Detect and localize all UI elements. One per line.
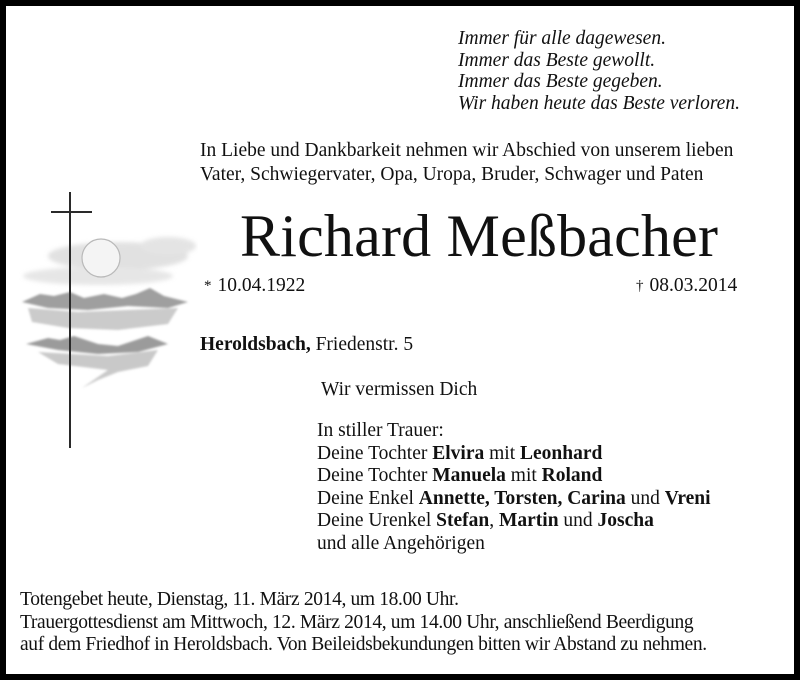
mourner-name: Stefan: [436, 510, 490, 531]
death-date-line: [636, 274, 737, 298]
address-street: Friedenstr. 5: [315, 334, 414, 355]
mourner-relation: Deine Enkel: [317, 487, 419, 509]
address-town: Heroldsbach,: [200, 334, 311, 355]
connector: mit: [484, 442, 520, 464]
connector: und: [625, 487, 665, 509]
mourner-row: [317, 443, 711, 466]
service-line: Trauergottesdienst am Mittwoch, 12. März 2014, um 14.00 Uhr, anschließend Beerdigung: [20, 611, 694, 633]
sun-icon: [82, 239, 120, 277]
mourner-name: Leonhard: [520, 442, 603, 464]
connector: mit: [505, 465, 542, 486]
service-line: Totengebet heute, Dienstag, 11. März 2014, um 18.00 Uhr.: [20, 589, 459, 610]
cross-landscape-illustration: [18, 168, 198, 448]
death-date: 08.03.2014: [649, 275, 738, 296]
birth-date: 10.04.1922: [217, 275, 306, 296]
miss-you-text: Wir vermissen Dich: [321, 379, 478, 400]
mourners-closing: und alle Angehörigen: [317, 532, 485, 554]
poem-line: Immer für alle dagewesen.: [458, 28, 666, 49]
connector: und: [558, 510, 598, 531]
mourners-list: [317, 420, 711, 555]
mourner-name: Joscha: [597, 510, 654, 531]
mourner-row: [317, 465, 711, 488]
intro-line: Vater, Schwiegervater, Opa, Uropa, Bruder, Schwager und Paten: [200, 164, 704, 185]
poem-line: Immer das Beste gegeben.: [458, 71, 663, 92]
birth-star-icon: *: [204, 278, 212, 294]
service-line: auf dem Friedhof in Heroldsbach. Von Beileidsbekundungen bitten wir Abstand zu nehmen.: [20, 634, 707, 655]
deceased-name: Richard Meßbacher: [240, 203, 719, 269]
mourner-row: [317, 488, 711, 511]
mourner-relation: Deine Tochter: [317, 442, 433, 464]
mourner-name: Elvira: [432, 442, 485, 464]
memorial-poem: [458, 28, 740, 114]
mourner-name: Vreni: [664, 487, 711, 509]
service-details: [20, 589, 707, 657]
mourner-name: Martin: [498, 510, 559, 531]
poem-line: Wir haben heute das Beste verloren.: [458, 92, 740, 114]
mourners-heading: In stiller Trauer:: [317, 420, 444, 441]
mourner-relation: Deine Tochter: [317, 465, 433, 486]
mourner-name: Annette, Torsten, Carina: [418, 487, 626, 509]
birth-date-line: [204, 274, 305, 298]
mourner-name: Manuela: [432, 465, 506, 486]
poem-line: Immer das Beste gewollt.: [458, 49, 656, 71]
farewell-intro: [200, 139, 733, 187]
address: [200, 333, 413, 357]
separator: ,: [489, 510, 499, 531]
mourner-name: Roland: [541, 465, 603, 486]
mourner-relation: Deine Urenkel: [317, 510, 437, 531]
death-cross-icon: †: [636, 278, 644, 294]
mourner-row: [317, 510, 711, 533]
intro-line: In Liebe und Dankbarkeit nehmen wir Abschied von unserem lieben: [200, 140, 734, 161]
